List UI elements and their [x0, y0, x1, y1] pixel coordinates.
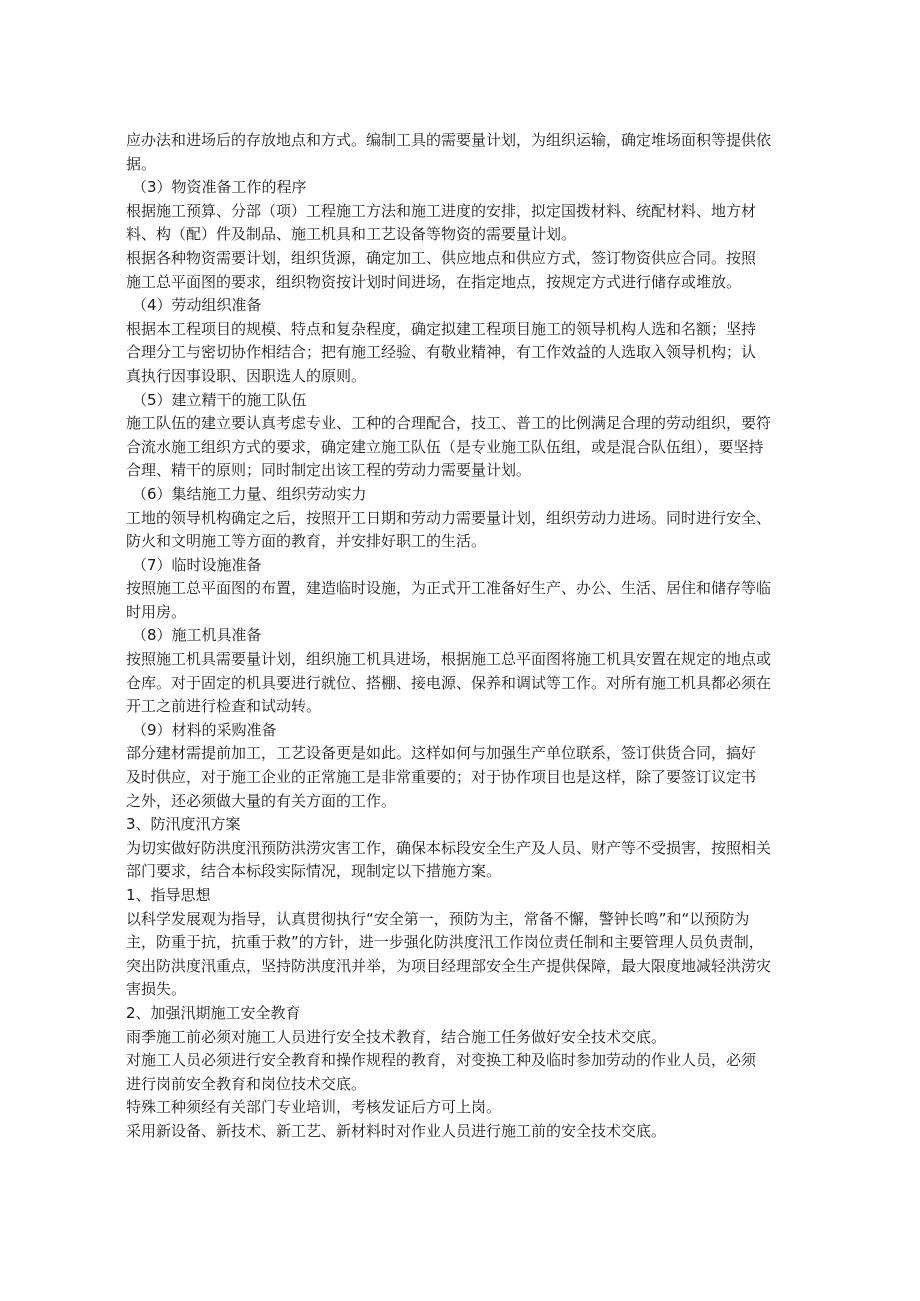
section-heading: （9）材料的采购准备	[132, 720, 277, 739]
paragraph-line: 施工队伍的建立要认真考虑专业、工种的合理配合，技工、普工的比例满足合理的劳动组织，要符	[126, 414, 772, 433]
paragraph-line: 合理分工与密切协作相结合；把有施工经验、有敬业精神，有工作效益的人选取入领导机构；认	[126, 343, 757, 362]
paragraph-line: 据。	[126, 154, 157, 173]
paragraph-line: 按照施工机具需要量计划，组织施工机具进场，根据施工总平面图将施工机具安置在规定的地点或	[126, 650, 772, 669]
paragraph-line: 主，防重于抗，抗重于救”的方针，进一步强化防洪度汛工作岗位责任制和主要管理人员负责制，	[126, 933, 764, 952]
paragraph-line: 工地的领导机构确定之后，按照开工日期和劳动力需要量计划，组织劳动力进场。同时进行安全、	[126, 508, 772, 527]
paragraph-line: 之外，还必须做大量的有关方面的工作。	[126, 791, 397, 810]
paragraph-line: 真执行因事设职、因职选人的原则。	[126, 366, 367, 385]
paragraph-line: 合流水施工组织方式的要求，确定建立施工队伍（是专业施工队伍组，或是混合队伍组），要坚持	[126, 437, 764, 456]
paragraph-line: 仓库。对于固定的机具要进行就位、搭棚、接电源、保养和调试等工作。对所有施工机具都必须在	[126, 673, 772, 692]
paragraph-line: 特殊工种须经有关部门专业培训，考核发证后方可上岗。	[126, 1098, 502, 1117]
section-heading: （5）建立精干的施工队伍	[132, 390, 307, 409]
section-heading: （7）临时设施准备	[132, 555, 262, 574]
section-heading: 2、加强汛期施工安全教育	[126, 1003, 301, 1022]
section-heading: （3）物资准备工作的程序	[132, 178, 307, 197]
paragraph-line: 部门要求，结合本标段实际情况，现制定以下措施方案。	[126, 862, 502, 881]
paragraph-line: 施工总平面图的要求，组织物资按计划时间进场，在指定地点，按规定方式进行储存或堆放。	[126, 272, 742, 291]
paragraph-line: 害损失。	[126, 980, 187, 999]
paragraph-line: 为切实做好防洪度汛预防洪涝灾害工作，确保本标段安全生产及人员、财产等不受损害，按照相关	[126, 838, 772, 857]
paragraph-line: 根据本工程项目的规模、特点和复杂程度，确定拟建工程项目施工的领导机构人选和名额；坚持	[126, 319, 757, 338]
section-heading: （8）施工机具准备	[132, 626, 262, 645]
paragraph-line: 应办法和进场后的存放地点和方式。编制工具的需要量计划，为组织运输，确定堆场面积等提供依	[126, 131, 772, 149]
paragraph-line: 部分建材需提前加工，工艺设备更是如此。这样如何与加强生产单位联系，签订供货合同，搞好	[126, 744, 757, 763]
paragraph-line: 以科学发展观为指导，认真贯彻执行“安全第一，预防为主，常备不懈，警钟长鸣”和“以预防为	[126, 909, 750, 928]
section-heading: （6）集结施工力量、组织劳动实力	[132, 484, 367, 503]
paragraph-line: 开工之前进行检查和试动转。	[126, 697, 322, 716]
paragraph-line: 对施工人员必须进行安全教育和操作规程的教育，对变换工种及临时参加劳动的作业人员，必须	[126, 1051, 757, 1070]
paragraph-line: 根据施工预算、分部（项）工程施工方法和施工进度的安排，拟定国拨材料、统配材料、地方材	[126, 201, 757, 220]
paragraph-line: 及时供应，对于施工企业的正常施工是非常重要的；对于协作项目也是这样，除了要签订议定书	[126, 768, 757, 787]
paragraph-line: 按照施工总平面图的布置，建造临时设施，为正式开工准备好生产、办公、生活、居住和储存等临	[126, 579, 772, 598]
paragraph-line: 防火和文明施工等方面的教育，并安排好职工的生活。	[126, 532, 487, 551]
section-heading: 1、指导思想	[126, 886, 211, 904]
paragraph-line: 采用新设备、新技术、新工艺、新材料时对作业人员进行施工前的安全技术交底。	[126, 1121, 667, 1140]
paragraph-line: 雨季施工前必须对施工人员进行安全技术教育，结合施工任务做好安全技术交底。	[126, 1027, 667, 1046]
paragraph-line: 突出防洪度汛重点，坚持防洪度汛并举，为项目经理部安全生产提供保障，最大限度地减轻洪涝灾	[126, 956, 772, 975]
section-heading: （4）劳动组织准备	[132, 296, 262, 315]
paragraph-line: 根据各种物资需要计划，组织货源，确定加工、供应地点和供应方式，签订物资供应合同。按照	[126, 248, 757, 267]
section-heading: 3、防汛度汛方案	[126, 815, 241, 834]
paragraph-line: 合理、精干的原则；同时制定出该工程的劳动力需要量计划。	[126, 461, 532, 480]
paragraph-line: 时用房。	[126, 602, 187, 621]
paragraph-line: 进行岗前安全教育和岗位技术交底。	[126, 1074, 367, 1093]
paragraph-line: 料、构（配）件及制品、施工机具和工艺设备等物资的需要量计划。	[126, 225, 577, 244]
document-body	[126, 129, 816, 1144]
